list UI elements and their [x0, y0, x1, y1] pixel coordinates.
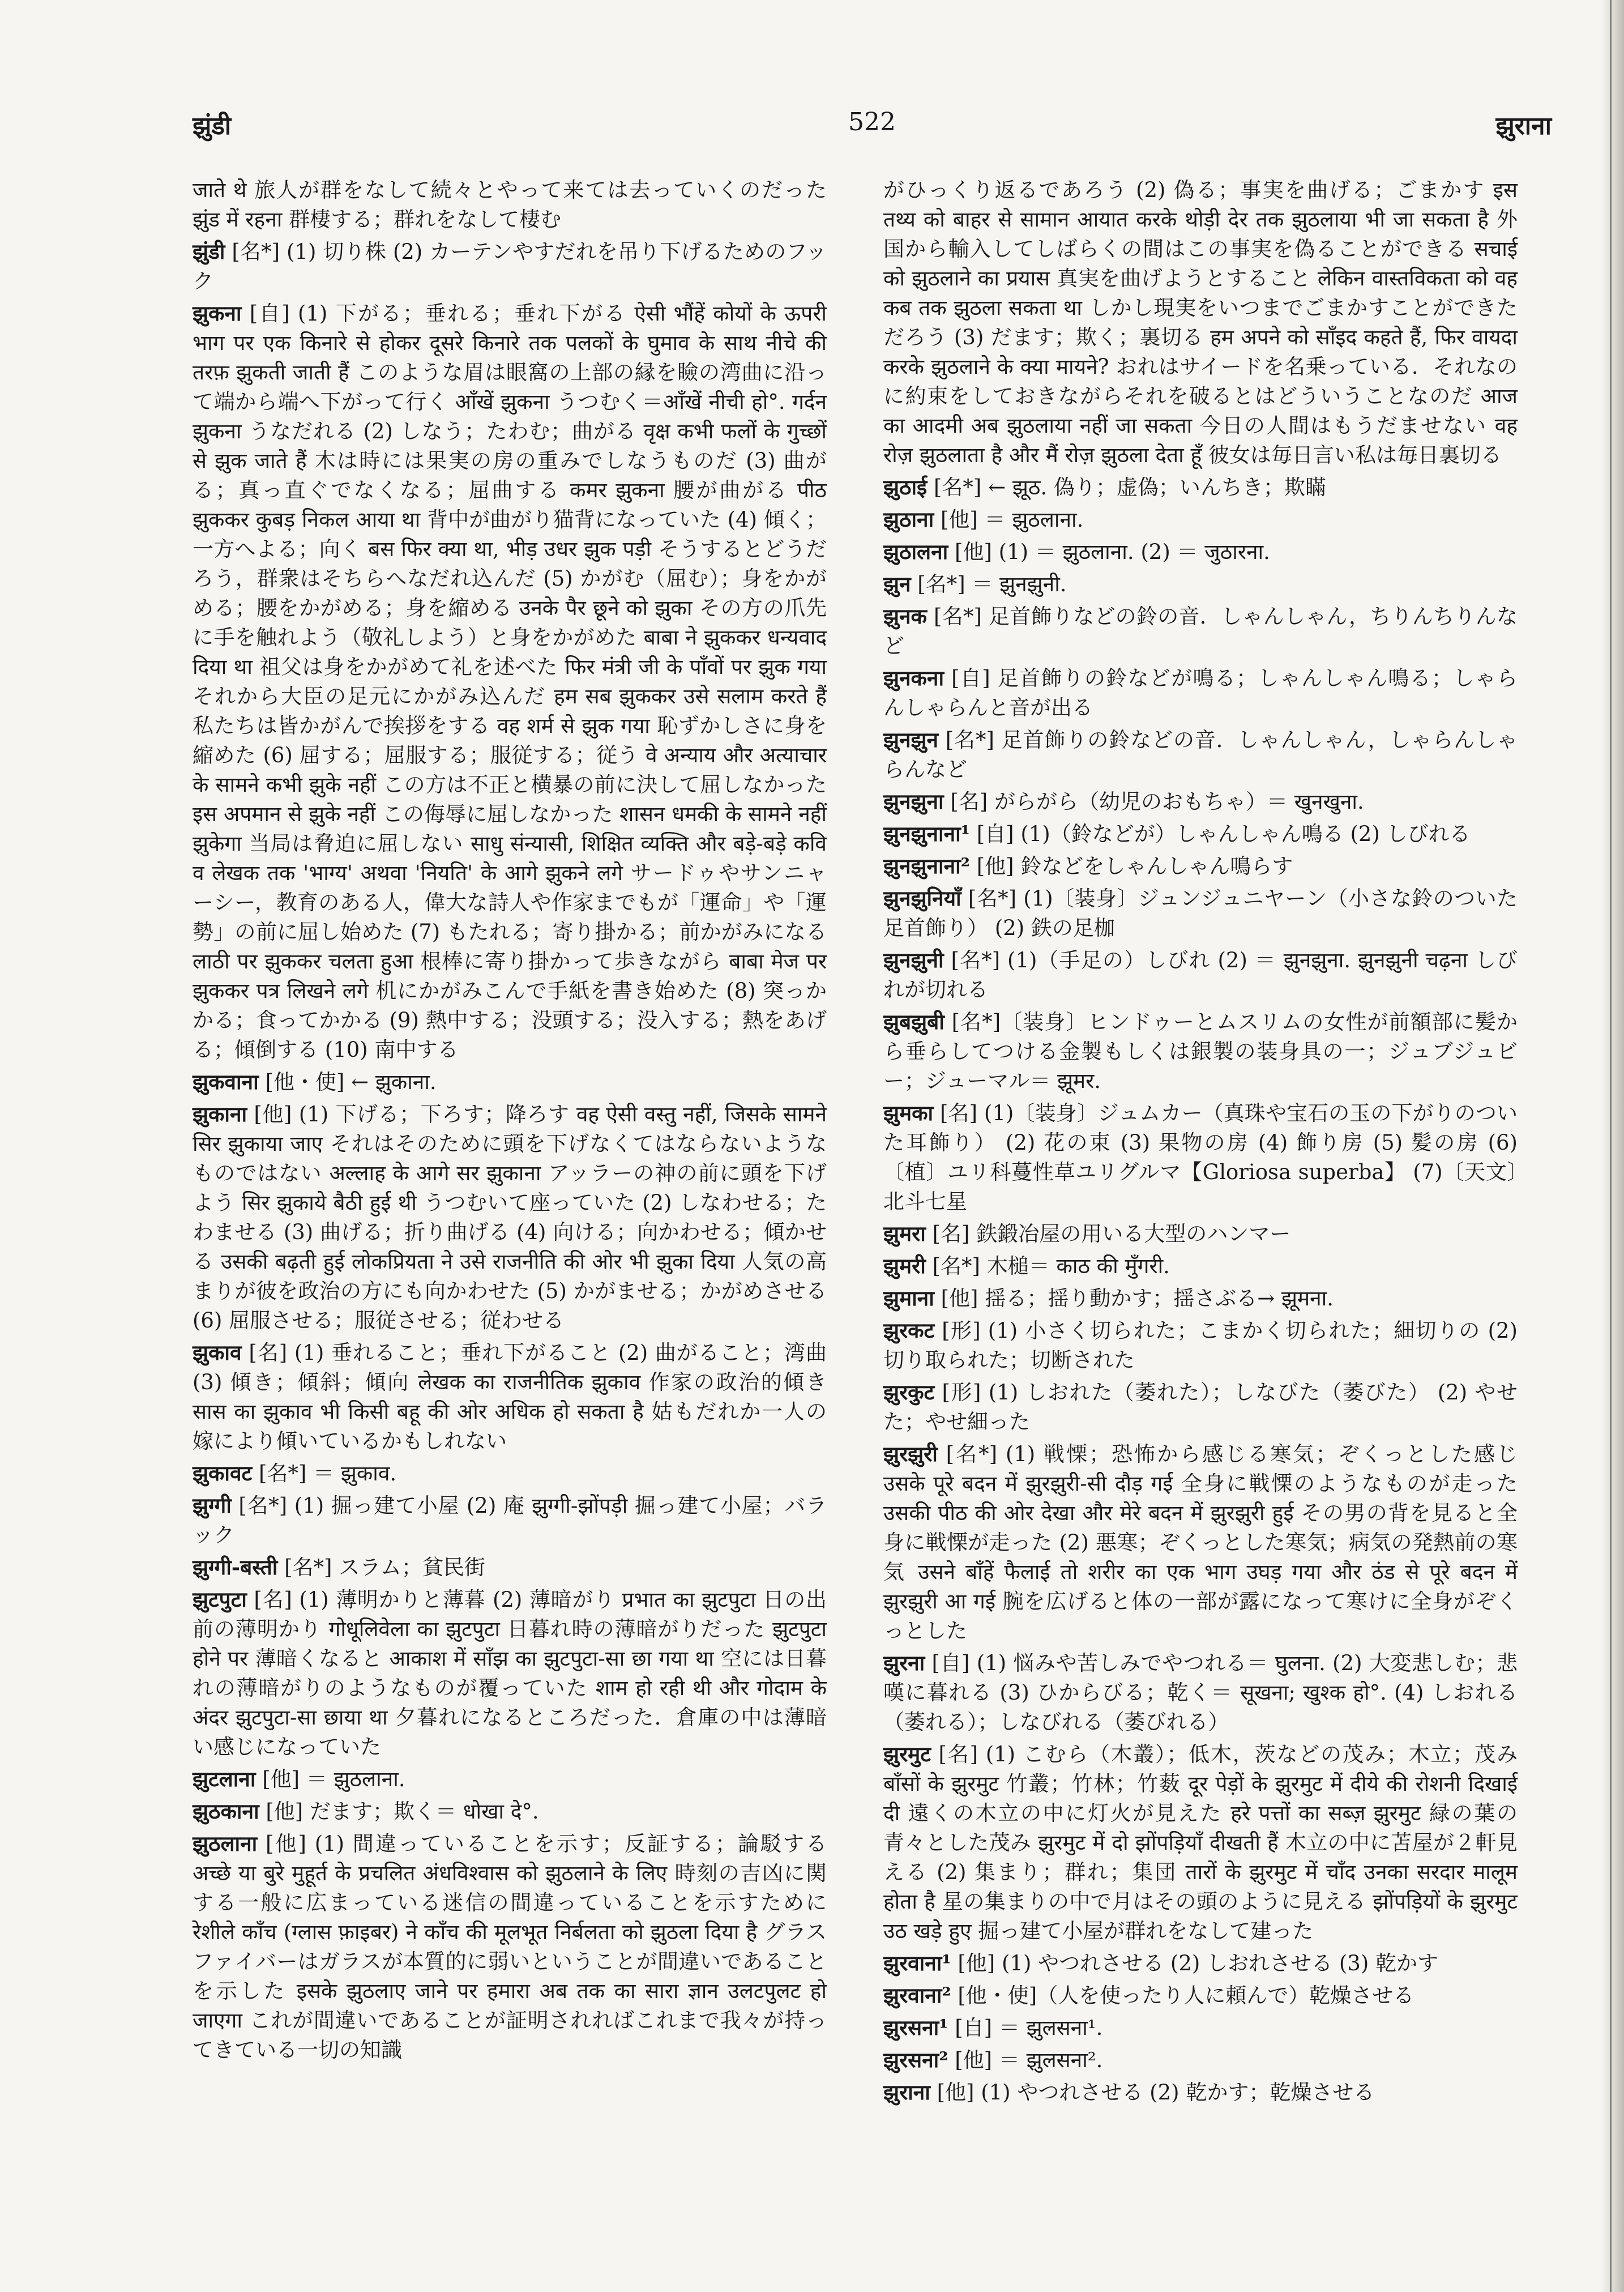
entry-definition: [名*] 木槌＝ काठ की मुँगरी.	[932, 1254, 1170, 1278]
entry-definition: [名] (1) こむら（木叢）；低木，茨などの茂み；木立；茂み बाँसों के झुरमुट 竹叢；竹林；竹薮 दूर पेड़ों के झुरमुट में दीये की रोशनी दिखाई दी 遠くの木立の中に灯火が見えた हरे पत्तों का सब्ज़ झुरमुट 緑の葉の青々とした茂み झुरमुट में दो झोंपड़ियाँ दीखती हैं 木立の中に苫屋が２軒見える (2) 集まり；群れ；集団 तारों के झुरमुट में चाँद उनका सरदार मालूम होता है 星の集まりの中で月はその頭のように見える झोंपड़ियों के झुरमुट उठ खड़े हुए 掘っ建て小屋が群れをなして建った	[883, 1742, 1518, 1943]
entry-definition: [他・使]（人を使ったり人に頼んで）乾燥させる	[958, 1983, 1414, 2008]
dictionary-entry	[883, 725, 1518, 784]
entry-headword: झुरमुट	[883, 1742, 931, 1766]
dictionary-entry	[883, 176, 1518, 470]
entry-headword: झुरना	[883, 1650, 925, 1675]
dictionary-entry	[883, 1219, 1518, 1249]
entry-headword: झुठाना	[883, 507, 934, 532]
entry-definition: [他] ＝ झुठलाना.	[940, 507, 1084, 532]
entry-definition: [名*] (1)（手足の）しびれ (2) ＝ झुनझुना. झुनझुनी चढ़ना しびれが切れる	[883, 948, 1518, 1002]
dictionary-entry	[883, 787, 1518, 817]
dictionary-entry	[883, 601, 1518, 661]
entry-headword: झुठलाना	[193, 1831, 258, 1856]
entry-headword: झुनझुनी	[883, 947, 944, 972]
dictionary-entry	[883, 819, 1518, 849]
dictionary-entry	[883, 2077, 1518, 2107]
entry-headword: झुरझुरी	[883, 1441, 938, 1466]
entry-headword: झुकवाना	[193, 1069, 259, 1094]
entry-definition: [名*] ＝ झुकाव.	[258, 1461, 397, 1486]
entry-definition: [他] ＝ झुलसना².	[955, 2048, 1103, 2072]
dictionary-entry	[883, 1251, 1518, 1281]
dictionary-entry	[883, 663, 1518, 723]
dictionary-entry	[193, 1338, 827, 1456]
entry-headword: झुनकना	[883, 665, 945, 690]
dictionary-entry	[883, 1739, 1518, 1946]
entry-definition: [名*]〔装身〕ヒンドゥーとムスリムの女性が前額部に髪から垂らしてつける金製もしくは銀製の装身具の一；ジュブジュビー；ジューマル＝ झूमर.	[883, 1010, 1518, 1093]
entry-headword: झुरवाना²	[883, 1983, 951, 2008]
page-edge	[1601, 0, 1624, 2292]
dictionary-entry	[883, 1948, 1518, 1978]
dictionary-entry	[883, 1439, 1518, 1646]
dictionary-entry	[883, 569, 1518, 599]
page-edge-line	[1610, 0, 1612, 2292]
dictionary-entry	[883, 472, 1518, 502]
entry-headword: झुकावट	[193, 1461, 253, 1486]
dictionary-entry	[193, 298, 827, 1065]
entry-headword: झुराना	[883, 2080, 930, 2105]
dictionary-entry	[193, 1585, 827, 1762]
entry-definition: [他] (1) ＝ झुठलाना. (2) ＝ जुठारना.	[955, 540, 1270, 564]
entry-definition: [名*] 足首飾りの鈴などの音．しゃんしゃん，しゃらんしゃらんなど	[883, 728, 1518, 782]
entry-definition: [名*] (1) 切り株 (2) カーテンやすだれを吊り下げるためのフック	[193, 240, 827, 293]
entry-definition: [他] (1) やつれさせる (2) 乾かす；乾燥させる	[937, 2080, 1375, 2105]
left-column	[193, 176, 827, 2067]
entry-definition: [名] がらがら（幼児のおもちゃ）＝ खुनखुना.	[950, 789, 1364, 814]
running-head-left: झुंडी	[193, 112, 232, 140]
entry-definition: [他] ＝ झुठलाना.	[262, 1767, 405, 1791]
dictionary-entry	[883, 945, 1518, 1005]
entry-headword: झुग्गी	[193, 1493, 232, 1518]
dictionary-entry	[883, 1316, 1518, 1375]
entry-headword: झुबझुबी	[883, 1009, 945, 1034]
dictionary-entry	[193, 176, 827, 234]
entry-definition: [名*] (1)〔装身〕ジュンジュニヤーン（小さな鈴のついた足首飾り） (2) 鉄の足枷	[883, 886, 1518, 940]
entry-headword: झुंडी	[193, 239, 225, 264]
entry-definition: [他] (1) やつれさせる (2) しおれさせる (3) 乾かす	[958, 1951, 1439, 1975]
entry-headword: झुनझुनाना²	[883, 853, 970, 878]
entry-definition: [形] (1) しおれた（萎れた）；しなびた（萎びた） (2) やせた；やせ細った	[883, 1380, 1518, 1434]
running-head	[193, 108, 1552, 153]
entry-definition: [他・使] ← झुकाना.	[265, 1070, 437, 1094]
entry-definition: がひっくり返るであろう (2) 偽る；事実を曲げる；ごまかす इस तथ्य को बाहर से सामान आयात करके थोड़ी देर तक झुठलाया भी जा सकता है 外国から輸入してしばらくの間はこの事実を偽ることができる सचाई को झुठलाने का प्रयास 真実を曲げようとすること लेकिन वास्तविकता को वह कब तक झुठला सकता था しかし現実をいつまでごまかすことができただろう (3) だます；欺く；裏切る हम अपने को साँइद कहते हैं, फिर वायदा करके झुठलाने के क्या मायने? おれはサイードを名乗っている．それなのに約束をしておきながらそれを破るとはどういうことなのだ आज का आदमी अब झुठलाया नहीं जा सकता 今日の人間はもうだませない वह रोज़ झुठलाता है और मैं रोज़ झुठला देता हूँ 彼女は毎日言い私は毎日裏切る	[883, 178, 1518, 467]
dictionary-entry	[193, 1829, 827, 2065]
dictionary-entry	[883, 851, 1518, 881]
dictionary-entry	[193, 1552, 827, 1582]
entry-headword: झुनझुन	[883, 727, 939, 752]
entry-definition: [他] だます；欺く＝ धोखा दे°.	[266, 1799, 539, 1824]
entry-headword: झुटपुटा	[193, 1587, 247, 1612]
entry-headword: झुरकट	[883, 1318, 935, 1343]
entry-headword: झुकाव	[193, 1340, 242, 1365]
entry-definition: [名*] スラム；貧民街	[284, 1555, 485, 1580]
entry-headword: झुमरा	[883, 1221, 926, 1246]
right-column	[883, 176, 1518, 2110]
entry-definition: [名*] ＝ झुनझुनी.	[917, 572, 1067, 596]
page-number: 522	[848, 108, 896, 136]
entry-headword: झुरकुट	[883, 1380, 935, 1405]
entry-definition: [自] (1) 下がる；垂れる；垂れ下がる ऐसी भौंहें कोयों के ऊपरी भाग पर एक किनारे से होकर दूसरे किनारे तक पलकों के घुमाव के साथ नीचे की तरफ़ झुकती जाती हैं このような眉は眼窩の上部の縁を瞼の湾曲に沿って端から端へ下がって行く आँखें झुकना うつむく＝आँखें नीची हो°. गर्दन झुकना うなだれる (2) しなう；たわむ；曲がる वृक्ष कभी फलों के गुच्छों से झुक जाते हैं 木は時には果実の房の重みでしなうものだ (3) 曲がる；真っ直ぐでなくなる；屈曲する कमर झुकना 腰が曲がる पीठ झुककर कुबड़ निकल आया था 背中が曲がり猫背になっていた (4) 傾く；一方へよる；向く बस फिर क्या था, भीड़ उधर झुक पड़ी そうするとどうだろう，群衆はそちらへなだれ込んだ (5) かがむ（屈む）；身をかがめる；腰をかがめる；身を縮める उनके पैर छूने को झुका その方の爪先に手を触れよう（敬礼しよう）と身をかがめた बाबा ने झुककर धन्यवाद दिया था 祖父は身をかがめて礼を述べた फिर मंत्री जी के पाँवों पर झुक गया それから大臣の足元にかがみ込んだ हम सब झुककर उसे सलाम करते हैं 私たちは皆かがんで挨拶をする वह शर्म से झुक गया 恥ずかしさに身を縮めた (6) 屈する；屈服する；服従する；従う वे अन्याय और अत्याचार के सामने कभी झुके नहीं この方は不正と横暴の前に決して屈しなかった इस अपमान से झुके नहीं この侮辱に屈しなかった शासन धमकी के सामने नहीं झुकेगा 当局は脅迫に屈しない साधु संन्यासी, शिक्षित व्यक्ति और बड़े-बड़े कवि व लेखक तक 'भाग्य' अथवा 'नियति' के आगे झुकने लगे サードゥやサンニャーシー，教育のある人，偉大な詩人や作家までもが「運命」や「運勢」の前に屈し始めた (7) もたれる；寄り掛かる；前かがみになる लाठी पर झुककर चलता हुआ 根棒に寄り掛かって歩きながら बाबा मेज पर झुककर पत्र लिखने लगे 机にかがみこんで手紙を書き始めた (8) 突っかかる；食ってかかる (9) 熱中する；没頭する；没入する；熱をあげる；傾倒する (10) 南中する	[193, 301, 827, 1062]
entry-headword: झुठालना	[883, 539, 948, 564]
entry-headword: झुरवाना¹	[883, 1950, 951, 1975]
entry-definition: [形] (1) 小さく切られた；こまかく切られた；細切りの (2) 切り取られた；切断された	[883, 1318, 1518, 1372]
entry-headword: झुठकाना	[193, 1799, 259, 1824]
entry-definition: [名*] (1) 掘っ建て小屋 (2) 庵 झुग्गी-झोंपड़ी 掘っ建て小屋；バラック	[193, 1493, 827, 1547]
entry-headword: झुग्गी-बस्ती	[193, 1555, 278, 1580]
entry-definition: [自] ＝ झुलसना¹.	[955, 2016, 1103, 2040]
dictionary-entry	[193, 1764, 827, 1794]
entry-headword: झुरसना¹	[883, 2015, 948, 2040]
dictionary-entry	[883, 1377, 1518, 1437]
dictionary-entry	[883, 1007, 1518, 1096]
entry-headword: झुठाई	[883, 475, 928, 500]
entry-definition: [他] (1) 間違っていることを示す；反証する；論駁する अच्छे या बुरे मुहूर्त के प्रचलित अंधविश्वास को झुठलाने के लिए 時刻の吉凶に関する一般に広まっている迷信の間違っていることを示すために रेशीले काँच (ग्लास फ़ाइबर) ने काँच की मूलभूत निर्बलता को झुठला दिया है グラスファイバーはガラスが本質的に弱いということが間違いであることを示した इसके झुठलाए जाने पर हमारा अब तक का सारा ज्ञान उलटपुलट हो जाएगा これが間違いであることが証明されればこれまで我々が持ってきている一切の知識	[193, 1832, 827, 2062]
entry-definition: [自] (1) 悩みや苦しみでやつれる＝ घुलना. (2) 大変悲しむ；悲嘆に暮れる (3) ひからびる；乾く＝ सूखना; खुश्क हो°. (4) しおれる（萎れる）；しなびれる（萎びれる）	[883, 1651, 1518, 1734]
entry-headword: झुन	[883, 571, 911, 596]
entry-definition: [他] (1) 下げる；下ろす；降ろす वह ऐसी वस्तु नहीं, जिसके सामने सिर झुकाया जाए それはそのために頭を下げなくてはならないようなものではない अल्लाह के आगे सर झुकाना アッラーの神の前に頭を下げよう सिर झुकाये बैठी हुई थी うつむいて座っていた (2) しなわせる；たわませる (3) 曲げる；折り曲げる (4) 向ける；向かわせる；傾かせる उसकी बढ़ती हुई लोकप्रियता ने उसे राजनीति की ओर भी झुका दिया 人気の高まりが彼を政治の方にも向かわせた (5) かがませる；かがめさせる (6) 屈服させる；服従させる；従わせる	[193, 1102, 827, 1333]
dictionary-entry	[193, 1099, 827, 1335]
dictionary-entry	[193, 1796, 827, 1826]
entry-headword: झुटलाना	[193, 1766, 256, 1791]
entry-definition: [名*] (1) 戦慄；恐怖から感じる寒気；ぞくっとした感じ उसके पूरे बदन में झुरझुरी-सी दौड़ गई 全身に戦慄のようなものが走った उसकी पीठ की ओर देखा और मेरे बदन में झुरझुरी हुई その男の背を見ると全身に戦慄が走った (2) 悪寒；ぞくっとした寒気；病気の発熱前の寒気 उसने बाँहें फैलाई तो शरीर का एक भाग उघड़ गया और ठंड से पूरे बदन में झुरझुरी आ गई 腕を広げると体の一部が露になって寒けに全身がぞくっとした	[883, 1442, 1518, 1643]
entry-definition: [自] (1)（鈴などが）しゃんしゃん鳴る (2) しびれる	[976, 822, 1471, 846]
entry-definition: [名] 鉄鍛冶屋の用いる大型のハンマー	[932, 1222, 1291, 1246]
entry-definition: [自] 足首飾りの鈴などが鳴る；しゃんしゃん鳴る；しゃらんしゃらんと音が出る	[883, 666, 1518, 720]
entry-definition: [名] (1) 垂れること；垂れ下がること (2) 曲がること；湾曲 (3) 傾き；傾斜；傾向 लेखक का राजनीतिक झुकाव 作家の政治的傾き सास का झुकाव भी किसी बहू की ओर अधिक हो सकता है 姑もだれか一人の嫁により傾いているかもしれない	[193, 1341, 827, 1453]
entry-headword: झुकना	[193, 301, 242, 326]
entry-headword: झुमरी	[883, 1253, 926, 1278]
entry-definition: [他] 揺る；揺り動かす；揺さぶる→ झूमना.	[941, 1286, 1334, 1311]
dictionary-entry	[883, 2045, 1518, 2075]
entry-definition: [名*] ← झूठ. 偽り；虚偽；いんちき；欺瞞	[934, 475, 1326, 500]
dictionary-entry	[883, 1981, 1518, 2011]
entry-headword: झुनक	[883, 604, 927, 629]
entry-headword: झुमका	[883, 1100, 934, 1125]
dictionary-entry	[193, 237, 827, 296]
dictionary-entry	[883, 883, 1518, 943]
entry-headword: झुरसना²	[883, 2047, 948, 2072]
entry-headword: झुनझुनियाँ	[883, 886, 961, 911]
dictionary-entry	[883, 2013, 1518, 2043]
dictionary-entry	[883, 1283, 1518, 1313]
dictionary-entry	[883, 537, 1518, 567]
dictionary-entry	[193, 1458, 827, 1488]
running-head-right: झुराना	[1495, 112, 1552, 140]
dictionary-entry	[193, 1067, 827, 1097]
entry-headword: झुनझुना	[883, 789, 944, 814]
entry-definition: [名*] 足首飾りなどの鈴の音．しゃんしゃん，ちりんちりんなど	[883, 604, 1518, 658]
entry-definition: जाते थे 旅人が群をなして続々とやって来ては去っていくのだった झुंड में रहना 群棲する；群れをなして棲む	[193, 178, 827, 232]
entry-definition: [名] (1) 薄明かりと薄暮 (2) 薄暗がり प्रभात का झुटपुटा 日の出前の薄明かり गोधूलिवेला का झुटपुटा 日暮れ時の薄暗がりだった झुटपुटा होने पर 薄暗くなると आकाश में साँझ का झुटपुटा-सा छा गया था 空には日暮れの薄暗がりのようなものが覆っていた शाम हो रही थी और गोदाम के अंदर झुटपुटा-सा छाया था 夕暮れになるところだった．倉庫の中は薄暗い感じになっていた	[193, 1587, 827, 1759]
dictionary-entry	[193, 1491, 827, 1550]
dictionary-entry	[883, 505, 1518, 535]
entry-definition: [他] 鈴などをしゃんしゃん鳴らす	[976, 854, 1293, 878]
entry-definition: [名] (1)〔装身〕ジュムカー（真珠や宝石の玉の下がりのついた耳飾り） (2) 花の束 (3) 果物の房 (4) 飾り房 (5) 髪の房 (6)〔植〕ユリ科蔓性草ユリグルマ【Gloriosa superba】 (7)〔天文〕北斗七星	[883, 1101, 1518, 1214]
entry-headword: झुकाना	[193, 1102, 247, 1126]
dictionary-entry	[883, 1648, 1518, 1737]
dictionary-entry	[883, 1098, 1518, 1217]
entry-headword: झुमाना	[883, 1286, 934, 1311]
entry-headword: झुनझुनाना¹	[883, 821, 970, 846]
